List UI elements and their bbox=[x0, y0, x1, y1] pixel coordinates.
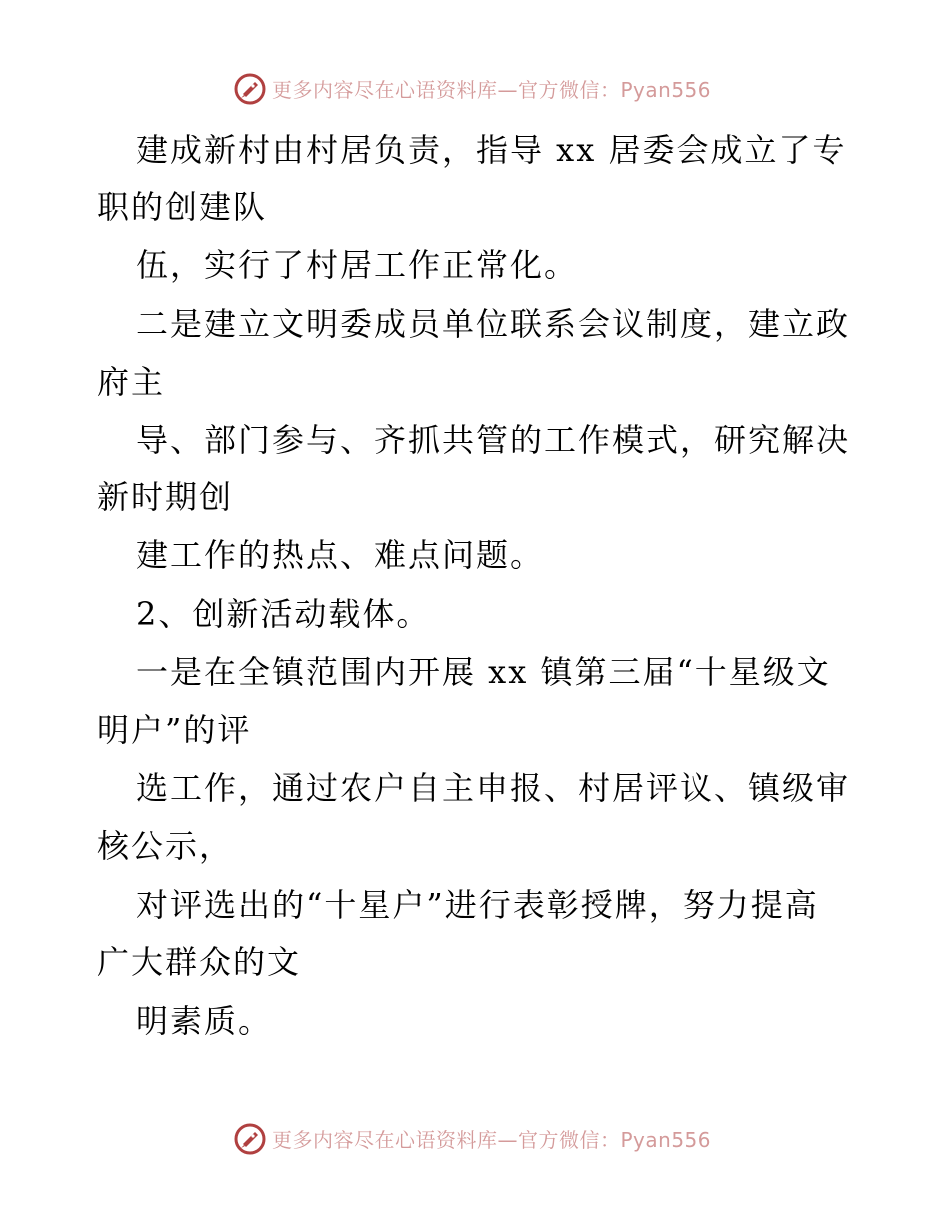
body-line: 核公示， bbox=[97, 827, 234, 865]
body-line: 广大群众的文 bbox=[97, 943, 302, 981]
body-line: 导、部门参与、齐抓共管的工作模式，研究解决 bbox=[136, 421, 851, 459]
body-line: 明素质。 bbox=[136, 1002, 273, 1040]
body-line: 一是在全镇范围内开展 xx 镇第三届“十星级文 bbox=[136, 653, 831, 691]
header-watermark-banner bbox=[0, 70, 950, 110]
body-line: 对评选出的“十星户”进行表彰授牌，努力提高 bbox=[136, 886, 819, 924]
watermark-text: 更多内容尽在心语资料库—官方微信：Pyan556 bbox=[272, 78, 712, 102]
body-line: 建工作的热点、难点问题。 bbox=[136, 536, 545, 574]
body-line: 府主 bbox=[97, 363, 166, 401]
body-line: 选工作，通过农户自主申报、村居评议、镇级审 bbox=[136, 769, 851, 807]
watermark-text: 更多内容尽在心语资料库—官方微信：Pyan556 bbox=[272, 1128, 712, 1152]
body-line: 明户”的评 bbox=[97, 711, 252, 749]
pen-nib-logo-icon bbox=[233, 72, 267, 106]
body-line: 建成新村由村居负责，指导 xx 居委会成立了专 bbox=[136, 131, 847, 169]
body-line: 二是建立文明委成员单位联系会议制度，建立政 bbox=[136, 305, 851, 343]
body-line: 2、创新活动载体。 bbox=[136, 595, 431, 633]
footer-watermark-banner bbox=[0, 1120, 950, 1160]
body-line: 新时期创 bbox=[97, 478, 234, 516]
pen-nib-logo-icon bbox=[233, 1122, 267, 1156]
body-line: 职的创建队 bbox=[97, 188, 268, 226]
body-line: 伍，实行了村居工作正常化。 bbox=[136, 246, 579, 284]
